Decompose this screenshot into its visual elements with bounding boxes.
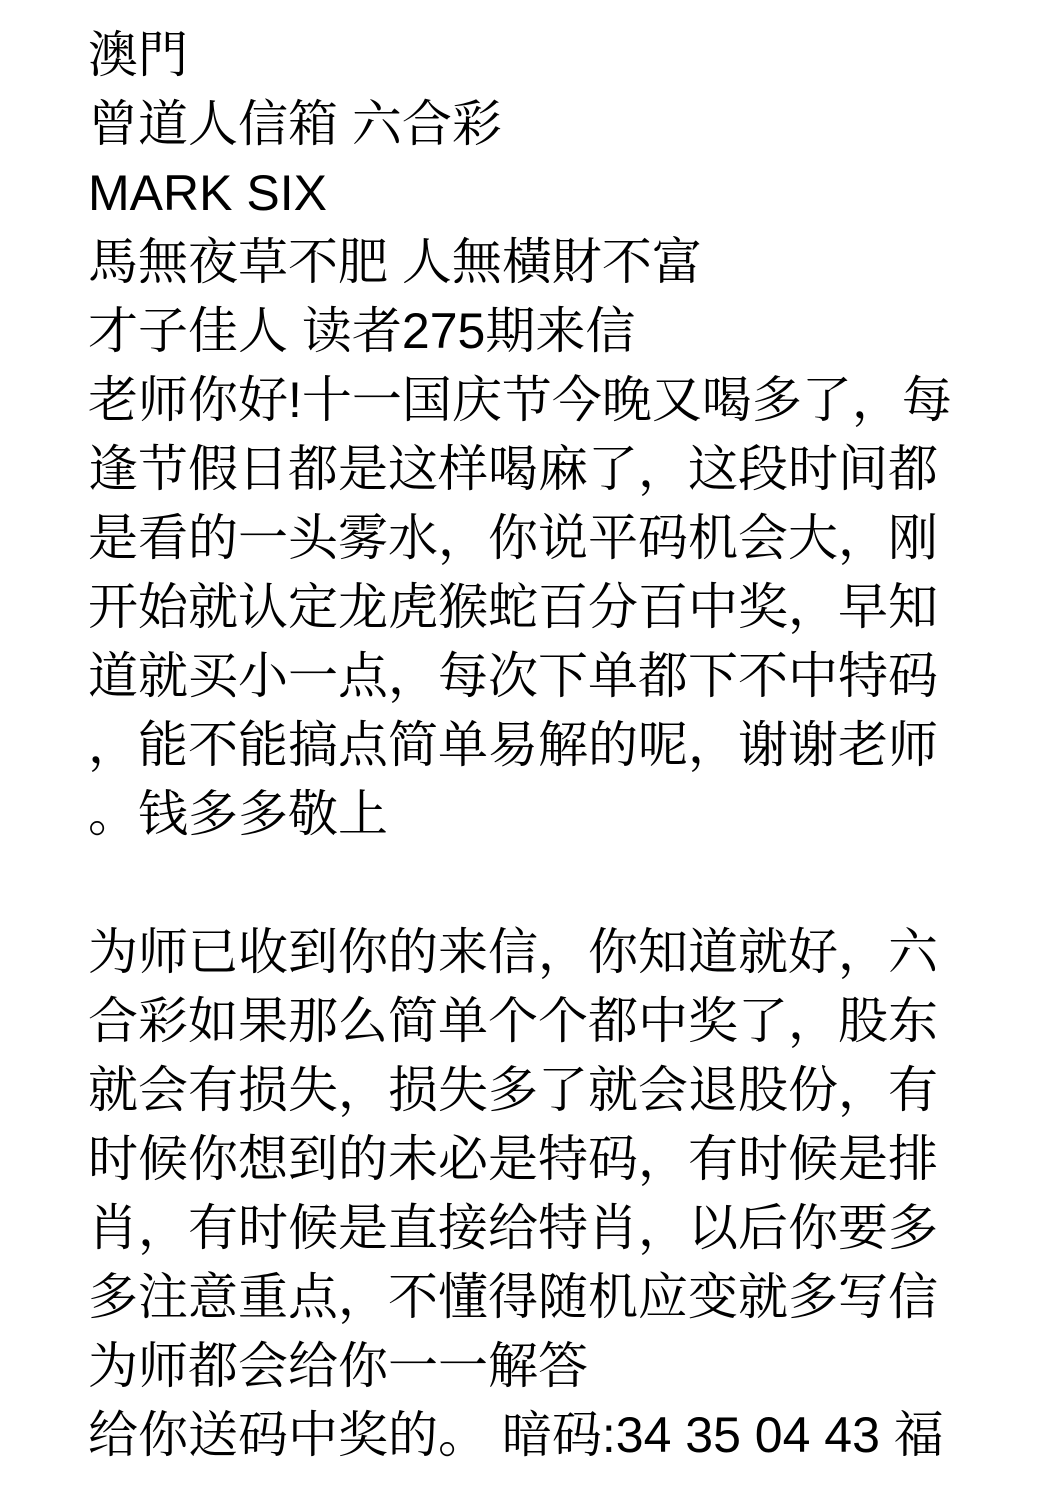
reader-letter-line: ，能不能搞点简单易解的呢，谢谢老师 bbox=[88, 717, 938, 773]
line-secret-code: 给你送码中奖的。 暗码:34 35 04 43 福 bbox=[88, 1407, 944, 1463]
master-reply-line: 肖，有时候是直接给特肖，以后你要多 bbox=[88, 1200, 938, 1256]
line-reader-letter-header: 才子佳人 读者275期来信 bbox=[88, 303, 636, 359]
reader-letter-line: 逢节假日都是这样喝麻了，这段时间都 bbox=[88, 441, 938, 497]
reader-letter-line: 老师你好!十一国庆节今晚又喝多了，每 bbox=[88, 372, 952, 428]
master-reply-line: 为师都会给你一一解答 bbox=[88, 1338, 588, 1394]
master-reply-line: 就会有损失，损失多了就会退股份，有 bbox=[88, 1062, 938, 1118]
master-reply-line: 为师已收到你的来信，你知道就好，六 bbox=[88, 924, 938, 980]
reader-letter-line: 道就买小一点，每次下单都下不中特码 bbox=[88, 648, 938, 704]
line-motto: 馬無夜草不肥 人無橫財不富 bbox=[88, 234, 702, 290]
reader-letter-line: 开始就认定龙虎猴蛇百分百中奖，早知 bbox=[88, 579, 938, 635]
master-reply-line: 合彩如果那么简单个个都中奖了，股东 bbox=[88, 993, 938, 1049]
blank-line bbox=[88, 849, 1042, 918]
master-reply-line: 多注意重点，不懂得随机应变就多写信 bbox=[88, 1269, 938, 1325]
master-reply-line: 时候你想到的未必是特码，有时候是排 bbox=[88, 1131, 938, 1187]
reader-letter-signature: 。钱多多敬上 bbox=[88, 786, 388, 842]
line-column-title: 曾道人信箱 六合彩 bbox=[88, 96, 502, 152]
reader-letter-line: 是看的一头雾水，你说平码机会大，刚 bbox=[88, 510, 938, 566]
line-title-english: MARK SIX bbox=[88, 165, 327, 221]
line-location: 澳門 bbox=[88, 27, 188, 83]
